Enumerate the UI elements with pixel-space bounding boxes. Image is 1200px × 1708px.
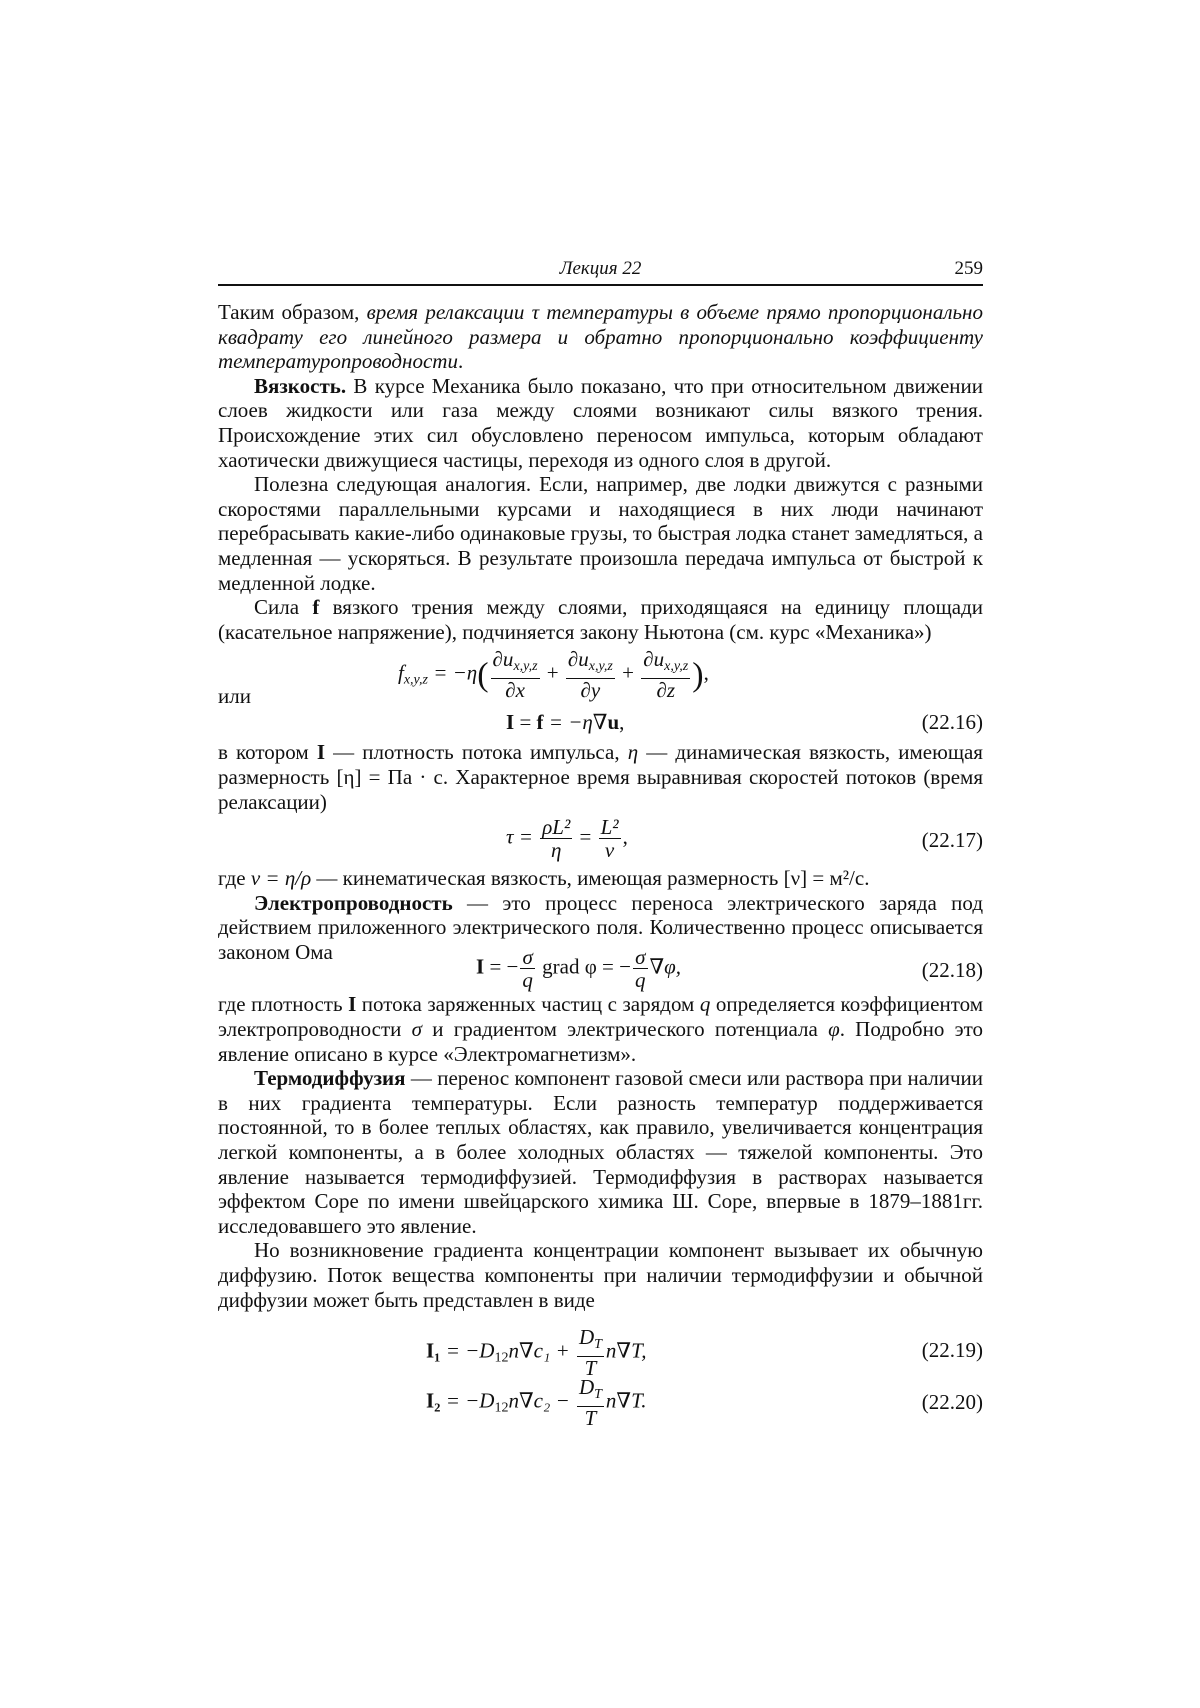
paragraph-conductivity: Электропроводность — это процесс переноса электрического заряда под действием приложенного электрического поля. Количественно процесс описывается законом Ома — [218, 890, 983, 964]
paragraph-diffusion-flux: Но возникновение градиента концентрации компонент вызывает их обычную диффузию. Поток вещества компоненты при наличии термодиффузии и обычной диффузии может быть представлен в виде — [218, 1238, 983, 1312]
equation-22-18: I = − $\frac{\sigma}{q}$ grad φ = − $\frac{\sigma}{q}$ ∇φ, (22.18) — [476, 945, 983, 993]
paragraph-kinematic-viscosity: где ν = η/ρ — кинематическая вязкость, имеющая размерность [ν] = м²/с. — [218, 866, 870, 891]
paragraph-relaxation-summary: Таким образом, время релаксации τ температуры в объеме прямо пропорционально квадрату его линейного размера и обратно пропорционально коэффициенту температуропроводности. — [218, 300, 983, 374]
term-thermodiffusion: Термодиффузия — [254, 1066, 406, 1091]
paragraph-momentum-flux: в котором I — плотность потока импульса, η — динамическая вязкость, имеющая размерность [η] = Па · с. Характерное время выравнивая скоростей потоков (время релаксации) — [218, 740, 983, 814]
equation-newton-viscosity: $f_{x,y,z} = -\eta$( $\frac{\partial u_{x,y,z}}{\partial x}$ + $\frac{\partial u_{x,y,z}}{\partial y}$ + $\frac{\partial u_{x,y,z}}{\partial z}$ ), — [398, 647, 709, 703]
equation-number: (22.17) — [921, 828, 983, 853]
term-viscosity: Вязкость. — [254, 373, 347, 398]
equation-number: (22.20) — [921, 1390, 983, 1415]
paragraph-thermodiffusion: Термодиффузия — перенос компонент газовой смеси или раствора при наличии в них градиента температуры. Если разность температур поддерживается постоянной, то в более теплых областях, как правило, увеличивается концентрация легкой компоненты, а в более холодных областях — тяжелой компоненты. Это явление называется термодиффузией. Термодиффузия в растворах называется эффектом Соре по имени швейцарского химика Ш. Соре, впервые в 1879–1881гг. исследовавшего это явление. — [218, 1066, 983, 1238]
paragraph-viscosity: Вязкость. В курсе Механика было показано, что при относительном движении слоев жидкости или газа между слоями возникают силы вязкого трения. Происхождение этих сил обусловлено переносом импульса, которым обладают хаотически движущиеся частицы, переходя из одного слоя в другой. — [218, 373, 983, 472]
equation-22-17: τ = $\frac{\text{ρL²}}{\eta}$ = $\frac{\text{L²}}{\nu}$ , (22.17) — [506, 815, 983, 863]
running-header — [218, 254, 983, 286]
equation-number: (22.18) — [921, 958, 983, 983]
word-or: или — [218, 684, 251, 709]
paragraph-charge-flux: где плотность I потока заряженных частиц с зарядом q определяется коэффициентом электропроводности σ и градиентом электрического потенциала φ. Подробно это явление описано в курсе «Электромагнетизм». — [218, 992, 983, 1066]
equation-number: (22.16) — [921, 710, 983, 735]
equation-22-20: $I_2 = -D_{12}n\nabla c_2$ − $\frac{D_T}{T}$ n∇T. (22.20) — [426, 1375, 983, 1431]
equation-number: (22.19) — [921, 1338, 983, 1363]
paragraph-boat-analogy: Полезна следующая аналогия. Если, например, две лодки движутся с разными скоростями параллельными курсами и находящиеся в них люди начинают перебрасывать какие-либо одинаковые грузы, то быстрая лодка станет замедляться, а медленная — ускоряться. В результате произошла передача импульса от быстрой к медленной лодке. — [218, 472, 983, 595]
document-page — [218, 254, 983, 1431]
equation-22-16: или I = f = −η∇u, (22.16) — [218, 684, 983, 735]
equation-22-19: $I_1 = -D_{12}n\nabla c_1$ + $\frac{D_T}{T}$ n∇T, (22.19) — [426, 1325, 983, 1381]
page-number: 259 — [954, 258, 983, 279]
running-title: Лекция 22 — [559, 258, 642, 279]
term-conductivity: Электропроводность — [254, 890, 453, 915]
paragraph-viscous-force: Сила f вязкого трения между слоями, приходящаяся на единицу площади (касательное напряжение), подчиняется закону Ньютона (см. курс «Механика») — [218, 595, 983, 644]
body-text — [218, 300, 983, 1431]
